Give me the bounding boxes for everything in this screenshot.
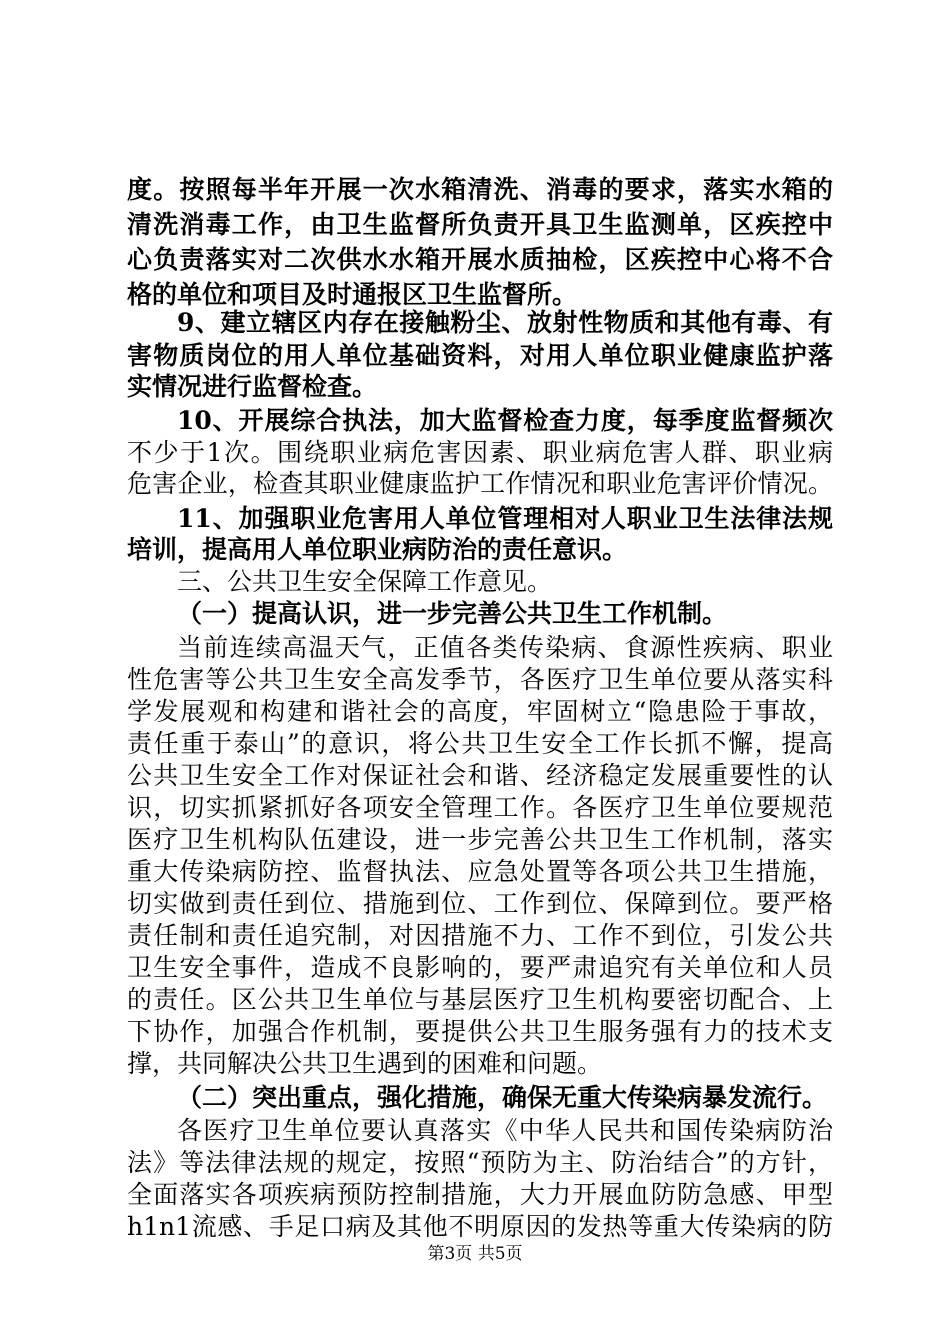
text-line: 公共卫生安全工作对保证社会和谐、经济稳定发展重要性的认 bbox=[127, 761, 833, 790]
text-line: 度。按照每半年开展一次水箱清洗、消毒的要求，落实水箱的 bbox=[127, 175, 833, 204]
text-line: 不少于1次。围绕职业病危害因素、职业病危害人群、职业病 bbox=[127, 438, 833, 467]
text-line: 责任制和责任追究制，对因措施不力、工作不到位，引发公共 bbox=[127, 921, 833, 950]
text-line: 识，切实抓紧抓好各项安全管理工作。各医疗卫生单位要规范 bbox=[127, 793, 833, 822]
text-line: 重大传染病防控、监督执法、应急处置等各项公共卫生措施， bbox=[127, 857, 833, 886]
text-line: 各医疗卫生单位要认真落实《中华人民共和国传染病防治 bbox=[177, 1116, 833, 1145]
text-line: 卫生安全事件，造成不良影响的，要严肃追究有关单位和人员 bbox=[127, 953, 833, 982]
text-line: 11、加强职业危害用人单位管理相对人职业卫生法律法规 bbox=[177, 504, 833, 533]
subsection-heading: （二）突出重点，强化措施，确保无重大传染病暴发流行。 bbox=[177, 1083, 828, 1112]
text-line: 性危害等公共卫生安全高发季节，各医疗卫生单位要从落实科 bbox=[127, 665, 833, 694]
text-line: 害物质岗位的用人单位基础资料，对用人单位职业健康监护落 bbox=[127, 341, 833, 370]
text-line: 下协作，加强合作机制，要提供公共卫生服务强有力的技术支 bbox=[127, 1017, 833, 1046]
page-number-footer: 第3页 共5页 bbox=[427, 1244, 523, 1264]
text-line: 医疗卫生机构队伍建设，进一步完善公共卫生工作机制，落实 bbox=[127, 825, 833, 854]
subsection-heading: （一）提高认识，进一步完善公共卫生工作机制。 bbox=[177, 599, 728, 628]
text-line: 学发展观和构建和谐社会的高度，牢固树立“隐患险于事故， bbox=[127, 697, 833, 726]
section-heading: 三、公共卫生安全保障工作意见。 bbox=[177, 567, 553, 596]
text-line: 10、开展综合执法，加大监督检查力度，每季度监督频次 bbox=[177, 406, 833, 435]
text-line: 责任重于泰山”的意识，将公共卫生安全工作长抓不懈，提高 bbox=[127, 729, 833, 758]
text-line: 危害企业，检查其职业健康监护工作情况和职业危害评价情况。 bbox=[127, 469, 833, 498]
text-line: 的责任。区公共卫生单位与基层医疗卫生机构要密切配合、上 bbox=[127, 985, 833, 1014]
text-line: 当前连续高温天气，正值各类传染病、食源性疾病、职业 bbox=[177, 633, 833, 662]
text-line: 全面落实各项疾病预防控制措施，大力开展血防防急感、甲型 bbox=[127, 1180, 833, 1209]
text-line: 9、建立辖区内存在接触粉尘、放射性物质和其他有毒、有 bbox=[177, 308, 833, 337]
text-line: 法》等法律法规的规定，按照“预防为主、防治结合”的方针， bbox=[127, 1148, 833, 1177]
text-line: 心负责落实对二次供水水箱开展水质抽检，区疾控中心将不合 bbox=[127, 245, 833, 274]
text-line: 撑，共同解决公共卫生遇到的困难和问题。 bbox=[127, 1049, 603, 1078]
text-line: 切实做到责任到位、措施到位、工作到位、保障到位。要严格 bbox=[127, 889, 833, 918]
text-line: 格的单位和项目及时通报区卫生监督所。 bbox=[127, 280, 578, 309]
text-line: 实情况进行监督检查。 bbox=[127, 372, 378, 401]
text-line: h1n1流感、手足口病及其他不明原因的发热等重大传染病的防 bbox=[127, 1212, 833, 1241]
text-line: 清洗消毒工作，由卫生监督所负责开具卫生监测单，区疾控中 bbox=[127, 210, 833, 239]
text-line: 培训，提高用人单位职业病防治的责任意识。 bbox=[127, 535, 628, 564]
